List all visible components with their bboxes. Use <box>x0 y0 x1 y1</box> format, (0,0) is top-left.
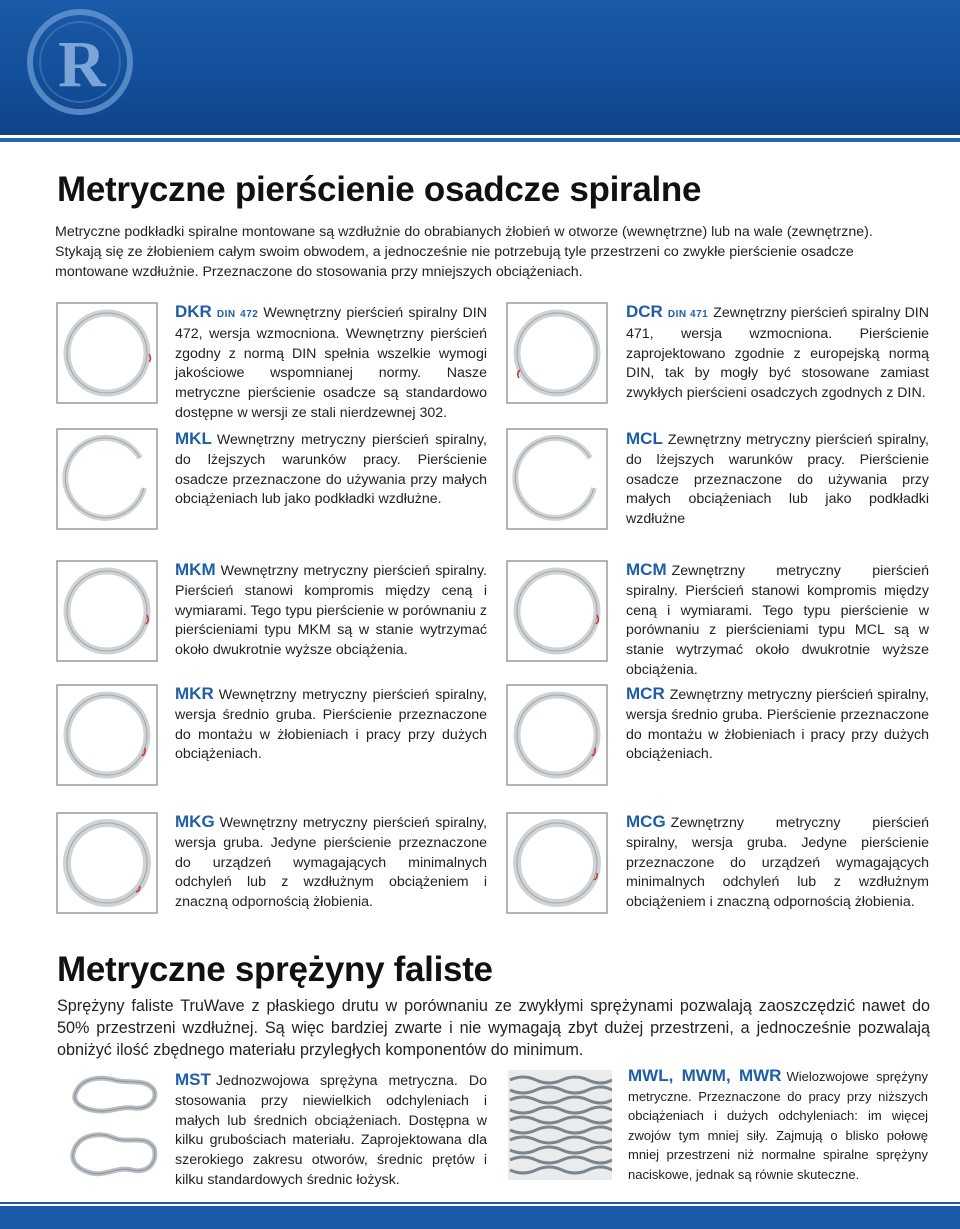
ring-image-dkr <box>56 302 158 404</box>
product-mcr <box>626 684 929 765</box>
ring-image-mcm <box>506 560 608 662</box>
product-mkr <box>175 684 487 765</box>
product-code: DCR <box>626 302 663 321</box>
ring-image-mkl <box>56 428 158 530</box>
product-dcr <box>626 302 929 404</box>
product-code: MCR <box>626 684 665 703</box>
product-code: MCL <box>626 429 663 448</box>
product-description: Zewnętrzny metryczny pierścień spiralny, wersja gruba. Jedyne pierścienie przeznaczone do urządzeń wymagających minimalnych odchyleń lub z wzdłużnym obciążeniem i znaczną odpornością żłobienia. <box>626 815 929 911</box>
product-mkm <box>175 560 487 661</box>
header-band <box>0 0 960 135</box>
section-intro: Metryczne podkładki spiralne montowane są wzdłużnie do obrabianych żłobień w otworze (wewnętrzne) lub na wale (zewnętrzne). Stykają się ze żłobieniem całym swoim obwodem, a jednocześnie nie potrzebują tyle przestrzeni co zwykłe pierścienie osadcze montowane wzdłużnie. Przeznaczone do stosowania przy mniejszych obciążeniach. <box>55 224 873 280</box>
din-label: DIN 472 <box>216 309 259 320</box>
ring-image-dcr <box>506 302 608 404</box>
product-code: DKR <box>175 302 212 321</box>
section-title: Metryczne pierścienie osadcze spiralne <box>57 170 702 209</box>
spring-mst <box>175 1070 487 1191</box>
product-description: Zewnętrzny metryczny pierścień spiralny, do lżejszych warunków pracy. Pierścienie osadcze przeznaczone do używania przy małych obciążeniach lub jako podkładki wzdłużne <box>626 432 929 528</box>
spring-description: Jednozwojowa sprężyna metryczna. Do stosowania przy niewielkich odchyleniach i małych lub średnich obciążeniach. Dostępna w kilku grubościach materiału. Zaprojektowana dla szerokiego zakresu otworów, średnic prętów i kilku standardowych średnic łożysk. <box>175 1073 487 1188</box>
header-stripe <box>0 138 960 142</box>
ring-image-mcg <box>506 812 608 914</box>
product-mcm <box>626 560 929 681</box>
product-description: Zewnętrzny metryczny pierścień spiralny, wersja średnio gruba. Pierścienie przeznaczone do montażu w żłobieniach i pracy przy dużych obciążeniach. <box>626 687 929 763</box>
footer-band <box>0 1206 960 1229</box>
ring-image-mkg <box>56 812 158 914</box>
product-mcl <box>626 429 929 530</box>
din-label: DIN 471 <box>667 309 709 320</box>
section-intro-springs: Sprężyny faliste TruWave z płaskiego drutu w porównaniu ze zwykłymi sprężynami pozwalają zaoszczędzić nawet do 50% przestrzeni wzdłużnej. Są więc bardziej zwarte i nie wymagają zbyt dużej przestrzeni, a jednocześnie pozwalają obniżyć ilość zbędnego materiału przyległych komponentów do minimum. <box>57 997 930 1059</box>
product-code: MKL <box>175 429 212 448</box>
product-code: MKM <box>175 560 216 579</box>
spring-mwl-mwm-mwr <box>628 1066 928 1184</box>
registered-r-logo-icon <box>18 0 158 130</box>
multi-wave-spring-image <box>508 1070 612 1180</box>
product-code: MKR <box>175 684 214 703</box>
product-description: Zewnętrzny pierścień spiralny DIN 471, wersja wzmocniona. Pierścienie zaprojektowano zgodnie z europejską normą DIN, tak by mogły być stosowane zamiast zwykłych pierścieni osadczych zgodnych z DIN. <box>626 305 929 402</box>
product-description: Zewnętrzny metryczny pierścień spiralny. Pierścień stanowi kompromis między ceną i wymiarami. Tego typu pierścienie w porównaniu z pierścieniami typu MCL są w stanie wytrzymać około dwukrotnie wyższe obciążenia. <box>626 563 929 678</box>
product-code: MCG <box>626 812 666 831</box>
section-title-springs: Metryczne sprężyny faliste <box>57 950 493 989</box>
spring-code: MST <box>175 1070 211 1089</box>
product-mcg <box>626 812 929 913</box>
ring-image-mkm <box>56 560 158 662</box>
ring-image-mcl <box>506 428 608 530</box>
product-description: Wewnętrzny metryczny pierścień spiralny. Pierścień stanowi kompromis między ceną i wymiarami. Tego typu pierścienie w porównaniu z pierścieniami typu MKM są w stanie wytrzymać około dwukrotnie wyższe obciążenia. <box>175 563 487 659</box>
spring-code: MWL, MWM, MWR <box>628 1066 782 1085</box>
product-description: Wewnętrzny pierścień spiralny DIN 472, wersja wzmocniona. Wewnętrzny pierścień zgodny z normą DIN spełnia wszelkie wymogi jakościowe wspomnianej normy. Nasze metryczne pierścienie osadcze są standardowo dostępne w wersji ze stali nierdzewnej 302. <box>175 305 487 421</box>
product-description: Wewnętrzny metryczny pierścień spiralny, wersja średnio gruba. Pierścienie przeznaczone do montażu w żłobieniach i pracy przy dużych obciążeniach. <box>175 687 487 763</box>
product-code: MCM <box>626 560 667 579</box>
single-wave-spring-image <box>68 1070 160 1190</box>
product-description: Wewnętrzny metryczny pierścień spiralny, wersja gruba. Jedyne pierścienie przeznaczone do urządzeń wymagających minimalnych odchyleń lub z wzdłużnym obciążeniem i znaczną odpornością żłobienia. <box>175 815 487 911</box>
svg-text:R: R <box>58 28 106 101</box>
product-mkg <box>175 812 487 913</box>
product-description: Wewnętrzny metryczny pierścień spiralny, do lżejszych warunków pracy. Pierścienie osadcze przeznaczone do używania przy małych obciążeniach lub jako podkładki wzdłużne. <box>175 432 487 508</box>
product-mkl <box>175 429 487 510</box>
product-code: MKG <box>175 812 215 831</box>
product-dkr <box>175 302 487 424</box>
spring-description: Wielozwojowe sprężyny metryczne. Przeznaczone do pracy przy niższych obciążeniach i dużych odchyleniach: im więcej zwojów tym mniej siły. Zajmują o blisko połowę mniej przestrzeni niż normalne spiralne sprężyny naciskowe, jednak są równie skuteczne. <box>628 1069 928 1182</box>
ring-image-mcr <box>506 684 608 786</box>
ring-image-mkr <box>56 684 158 786</box>
